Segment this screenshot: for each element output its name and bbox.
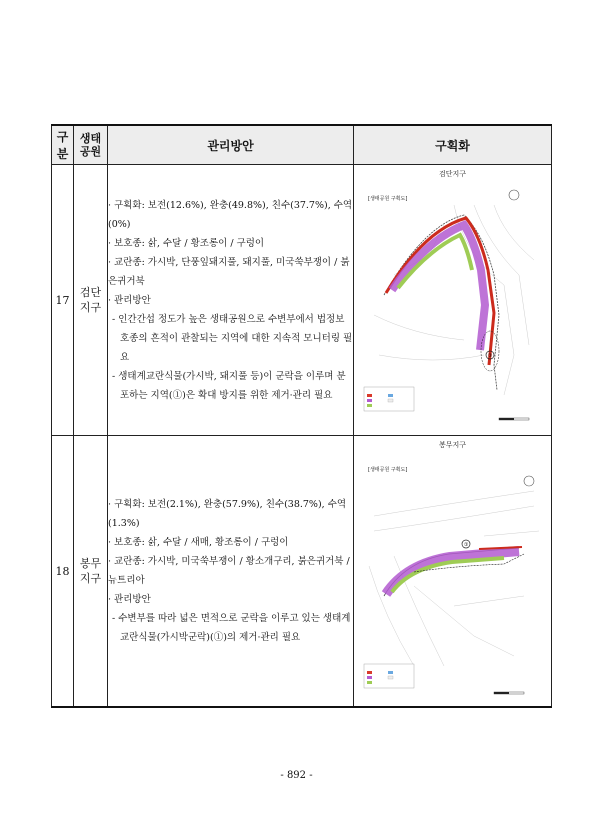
north-arrow-icon (524, 476, 534, 486)
header-park-text: 생태 공원 (79, 132, 102, 158)
content-line: · 교란종: 가시박, 단풍잎돼지풀, 돼지풀, 미국쑥부쟁이 / 붉은귀거북 (108, 256, 350, 287)
marker-1-label: ① (464, 542, 469, 548)
content-line: · 보호종: 삵, 수달 / 황조롱이 / 구렁이 (108, 237, 265, 249)
zoning-map (354, 165, 551, 435)
park-name (74, 436, 108, 708)
north-arrow-icon (509, 190, 519, 200)
page-number: - 892 - (280, 770, 313, 781)
content-line: · 구획화: 보전(12.6%), 완충(49.8%), 친수(37.7%), 수역(0%) (108, 199, 353, 230)
park-name-text: 검단 지구 (79, 286, 102, 314)
map-title: 봉무지구 (438, 441, 467, 449)
map-title: 검단지구 (438, 170, 467, 178)
map-drawing (354, 436, 550, 706)
content-subline: - 생태계교란식물(가시박, 돼지풀 등)이 군락을 이루며 분포하는 지역(①)은 확대 방지를 위한 제거·관리 필요 (112, 370, 346, 401)
table-header-row (52, 125, 552, 165)
map-label: [생태공원 구획도] (368, 467, 408, 473)
management-content (108, 436, 354, 708)
content-subline: - 인간간섭 정도가 높은 생태공원으로 수변부에서 법정보호종의 흔적이 관찰되는 지역에 대한 지속적 모니터링 필요 (112, 313, 353, 363)
content-line: · 교란종: 가시박, 미국쑥부쟁이 / 황소개구리, 붉은귀거북 / 뉴트리아 (108, 556, 350, 586)
table-row (52, 436, 552, 708)
scale-bar (494, 692, 524, 694)
map-legend (364, 387, 414, 411)
content-line: · 보호종: 삵, 수달 / 새매, 황조롱이 / 구렁이 (108, 537, 289, 548)
map-label: [생태공원 구획도] (368, 196, 408, 202)
zoning-map-cell (354, 165, 552, 436)
content-line: · 관리방안 (108, 294, 151, 306)
buffer-zone (392, 225, 485, 350)
header-mgmt: 관리방안 (108, 125, 354, 165)
park-name-text: 봉무 지구 (79, 557, 102, 585)
marker-1-label: ① (488, 353, 493, 359)
content-line: · 구획화: 보전(2.1%), 완충(57.9%), 친수(38.7%), 수역(1.3%) (108, 499, 347, 529)
zoning-map (354, 436, 551, 706)
management-table (51, 124, 552, 708)
row-number: 17 (52, 165, 74, 436)
header-zone: 구획화 (354, 125, 552, 165)
table-row (52, 165, 552, 436)
map-drawing (354, 165, 550, 435)
park-name (74, 165, 108, 436)
content-line: · 관리방안 (108, 594, 151, 605)
zoning-map-cell (354, 436, 552, 708)
scale-bar (499, 418, 529, 420)
content-subline: - 수변부를 따라 넓은 면적으로 군락을 이루고 있는 생태계교란식물(가시박군락)(①)의 제거·관리 필요 (112, 613, 351, 643)
map-legend (364, 664, 414, 688)
hydrophilic-zone (392, 558, 504, 592)
management-content (108, 165, 354, 436)
row-number: 18 (52, 436, 74, 708)
header-park (74, 125, 108, 165)
header-no: 구분 (52, 125, 74, 165)
